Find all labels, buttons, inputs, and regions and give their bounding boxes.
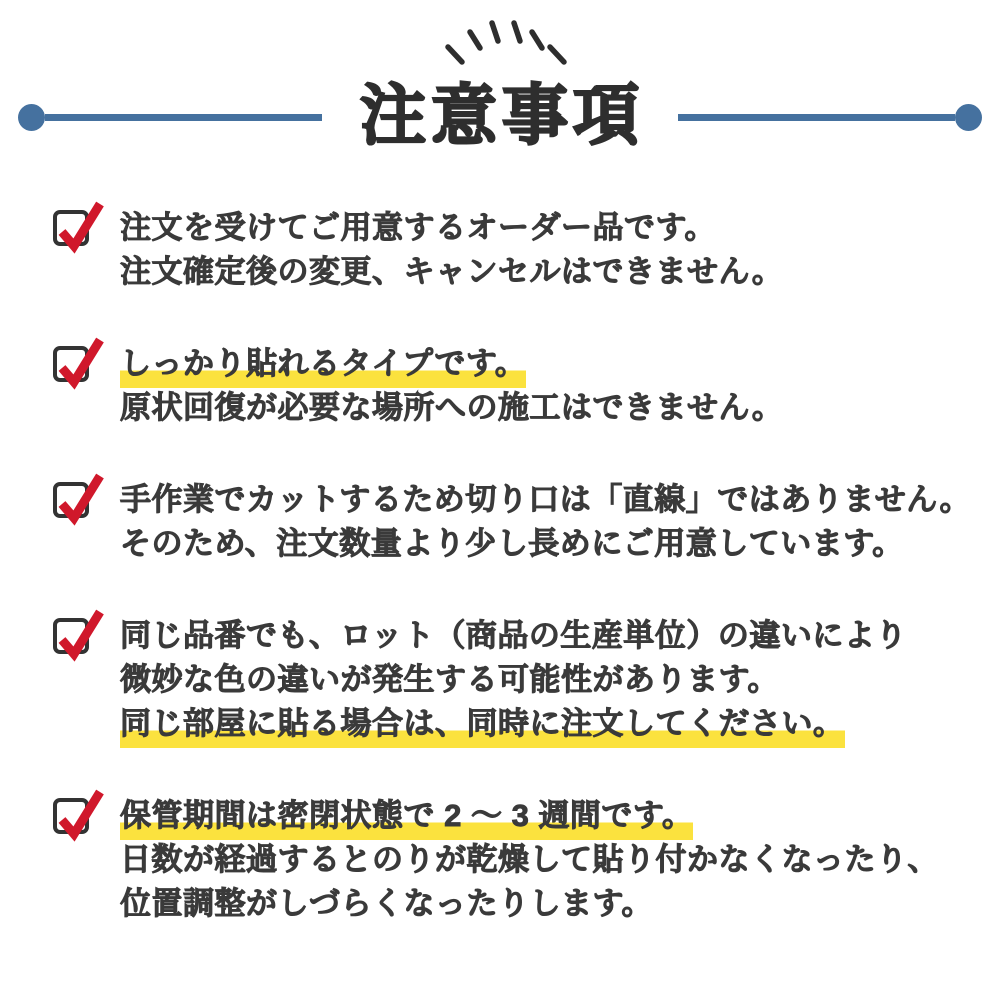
notice-item-text (120, 614, 907, 746)
notice-list (0, 206, 1000, 926)
notice-item-order (53, 206, 970, 294)
notice-line: 注文を受けてご用意するオーダー品です。 (120, 210, 717, 245)
notice-item-handcut (53, 478, 970, 566)
page-title: 注意事項 (360, 78, 644, 152)
checked-checkbox-icon (53, 346, 89, 382)
notice-item-text (120, 478, 971, 566)
notice-line: 注文確定後の変更、キャンセルはできません。 (120, 254, 784, 289)
notice-line: 位置調整がしづらくなったりします。 (120, 886, 654, 921)
notice-line (120, 794, 939, 838)
notice-item-lot-color (53, 614, 970, 746)
highlighted-text: 同じ部屋に貼る場合は、同時に注文してください。 (120, 706, 845, 748)
notice-line: 微妙な色の違いが発生する可能性があります。 (120, 662, 780, 697)
burst-rays-icon (0, 0, 1000, 76)
divider-dot-left (18, 104, 45, 131)
checked-checkbox-icon (53, 210, 89, 246)
notice-line: そのため、注文数量より少し長めにご用意しています。 (120, 526, 904, 561)
notice-item-text (120, 342, 783, 430)
title-bar (0, 78, 1000, 156)
checked-checkbox-icon (53, 482, 89, 518)
highlighted-text: しっかり貼れるタイプです。 (120, 346, 526, 388)
highlighted-text: 保管期間は密閉状態で 2 〜 3 週間です。 (120, 798, 693, 840)
notice-line: 同じ品番でも、ロット（商品の生産単位）の違いにより (120, 618, 907, 653)
divider-line-right (678, 114, 955, 121)
checked-checkbox-icon (53, 618, 89, 654)
notice-item-storage (53, 794, 970, 926)
notice-line (120, 702, 907, 746)
notice-line: 原状回復が必要な場所への施工はできません。 (120, 390, 784, 425)
divider-dot-right (955, 104, 982, 131)
notice-line (120, 342, 783, 386)
notice-item-text (120, 206, 783, 294)
notice-item-adhesive (53, 342, 970, 430)
notice-line: 日数が経過するとのりが乾燥して貼り付かなくなったり、 (120, 842, 939, 877)
checked-checkbox-icon (53, 798, 89, 834)
notice-line: 手作業でカットするため切り口は「直線」ではありません。 (120, 482, 972, 517)
notice-item-text (120, 794, 939, 926)
divider-line-left (45, 114, 322, 121)
